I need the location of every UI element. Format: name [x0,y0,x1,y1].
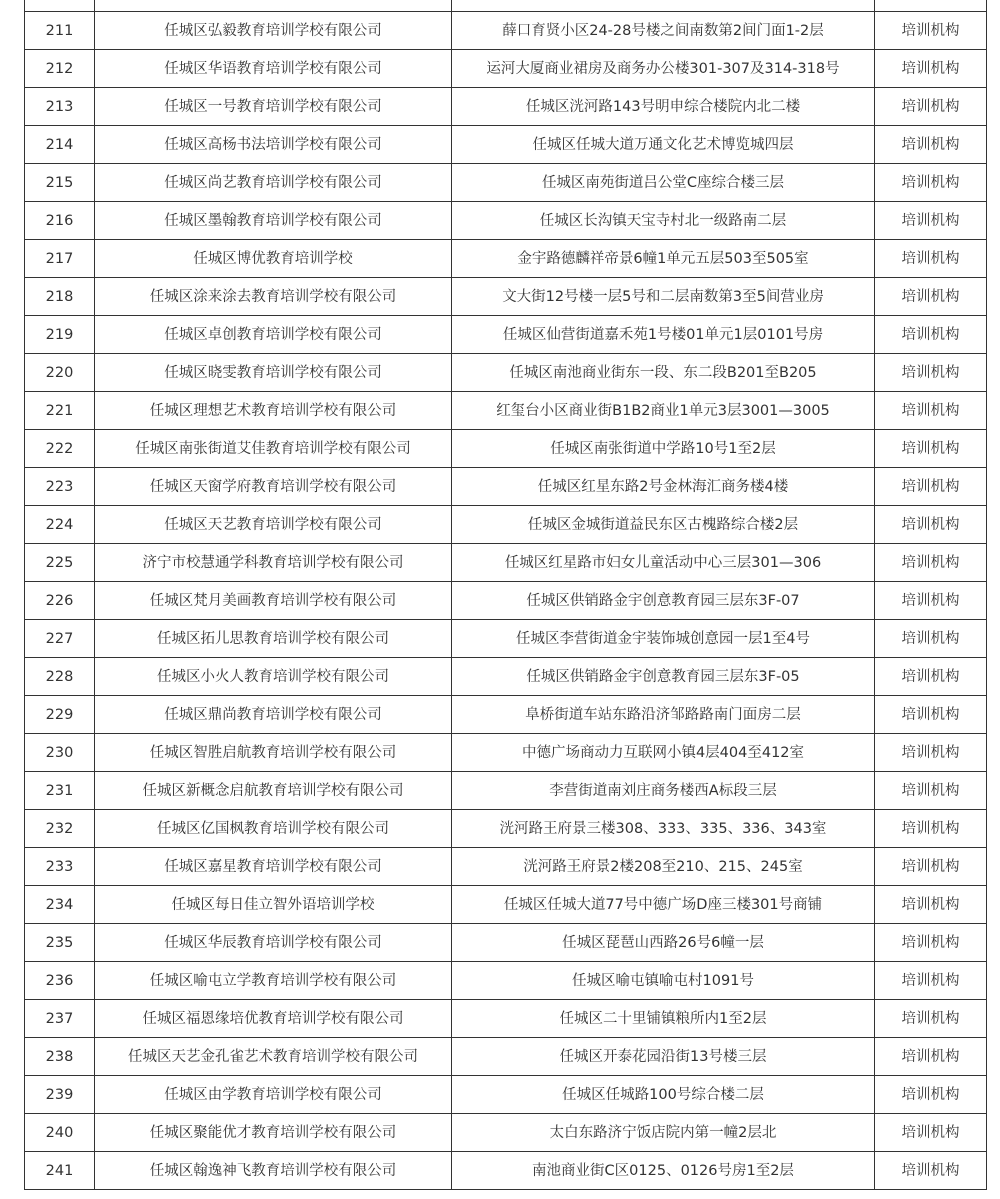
table-row [25,886,987,924]
institution-type-cell: 培训机构 [875,848,987,886]
institution-table-container [24,0,986,1190]
table-row [25,430,987,468]
table-row [25,316,987,354]
table-row [25,506,987,544]
address-cell: 任城区喻屯镇喻屯村1091号 [452,962,875,1000]
table-row [25,164,987,202]
institution-type-cell: 培训机构 [875,1114,987,1152]
address-cell: 任城区仙营街道嘉禾苑1号楼01单元1层0101号房 [452,316,875,354]
institution-name-cell: 任城区博优教育培训学校 [95,240,452,278]
institution-name-cell: 任城区鼎尚教育培训学校有限公司 [95,696,452,734]
institution-name-cell: 任城区天窗学府教育培训学校有限公司 [95,468,452,506]
row-number-cell: 229 [25,696,95,734]
address-cell: 李营街道南刘庄商务楼西A标段三层 [452,772,875,810]
institution-name-cell: 任城区墨翰教育培训学校有限公司 [95,202,452,240]
row-number-cell: 215 [25,164,95,202]
institution-type-cell: 培训机构 [875,810,987,848]
institution-name-cell: 任城区华辰教育培训学校有限公司 [95,924,452,962]
institution-name-cell: 任城区涂来涂去教育培训学校有限公司 [95,278,452,316]
institution-type-cell: 培训机构 [875,696,987,734]
row-number-cell: 211 [25,12,95,50]
institution-name-cell: 任城区福恩缘培优教育培训学校有限公司 [95,1000,452,1038]
row-number-cell: 214 [25,126,95,164]
institution-type-cell: 培训机构 [875,658,987,696]
address-cell: 任城区开泰花园沿街13号楼三层 [452,1038,875,1076]
row-number-cell: 228 [25,658,95,696]
row-number-cell: 231 [25,772,95,810]
row-number-cell: 225 [25,544,95,582]
address-cell: 任城区任城大道77号中德广场D座三楼301号商铺 [452,886,875,924]
institution-type-cell: 培训机构 [875,430,987,468]
address-cell: 洸河路王府景2楼208至210、215、245室 [452,848,875,886]
institution-name-cell: 任城区翰逸神飞教育培训学校有限公司 [95,1152,452,1190]
table-row [25,240,987,278]
table-row [25,88,987,126]
row-number-cell: 226 [25,582,95,620]
address-cell: 任城区琵琶山西路26号6幢一层 [452,924,875,962]
row-number-cell: 216 [25,202,95,240]
institution-type-cell: 培训机构 [875,240,987,278]
table-row [25,1114,987,1152]
address-cell: 中德广场商动力互联网小镇4层404至412室 [452,734,875,772]
table-row [25,278,987,316]
table-row [25,734,987,772]
row-number-cell: 240 [25,1114,95,1152]
row-number-cell: 212 [25,50,95,88]
table-row [25,696,987,734]
address-cell: 任城区供销路金宇创意教育园三层东3F-07 [452,582,875,620]
institution-type-cell: 培训机构 [875,544,987,582]
address-cell: 任城区南苑街道吕公堂C座综合楼三层 [452,164,875,202]
table-row [25,582,987,620]
row-number-cell: 220 [25,354,95,392]
address-cell: 南池商业街C区0125、0126号房1至2层 [452,1152,875,1190]
row-number-cell: 223 [25,468,95,506]
address-cell: 任城区红星路市妇女儿童活动中心三层301—306 [452,544,875,582]
row-number-cell: 222 [25,430,95,468]
table-row [25,924,987,962]
institution-type-cell: 培训机构 [875,1076,987,1114]
institution-name-cell: 任城区弘毅教育培训学校有限公司 [95,12,452,50]
row-number-cell: 238 [25,1038,95,1076]
institution-name-cell: 任城区聚能优才教育培训学校有限公司 [95,1114,452,1152]
table-row [25,126,987,164]
row-number-cell: 232 [25,810,95,848]
institution-type-cell: 培训机构 [875,886,987,924]
table-row [25,772,987,810]
address-cell: 任城区南池商业街东一段、东二段B201至B205 [452,354,875,392]
address-cell: 太白东路济宁饭店院内第一幢2层北 [452,1114,875,1152]
address-cell: 任城区供销路金宇创意教育园三层东3F-05 [452,658,875,696]
institution-type-cell: 培训机构 [875,316,987,354]
table-row [25,202,987,240]
institution-type-cell: 培训机构 [875,924,987,962]
row-number-cell: 213 [25,88,95,126]
address-cell: 任城区南张街道中学路10号1至2层 [452,430,875,468]
row-number-cell: 224 [25,506,95,544]
institution-type-cell: 培训机构 [875,126,987,164]
address-cell: 运河大厦商业裙房及商务办公楼301-307及314-318号 [452,50,875,88]
address-cell: 红玺台小区商业街B1B2商业1单元3层3001—3005 [452,392,875,430]
institution-name-cell: 任城区智胜启航教育培训学校有限公司 [95,734,452,772]
table-row [25,12,987,50]
row-number-cell: 235 [25,924,95,962]
address-cell: 任城区任城大道万通文化艺术博览城四层 [452,126,875,164]
institution-type-cell: 培训机构 [875,202,987,240]
institution-name-cell: 任城区拓儿思教育培训学校有限公司 [95,620,452,658]
row-number-cell: 217 [25,240,95,278]
row-number-cell: 233 [25,848,95,886]
institution-name-cell: 任城区理想艺术教育培训学校有限公司 [95,392,452,430]
table-row [25,1152,987,1190]
institution-name-cell: 任城区嘉星教育培训学校有限公司 [95,848,452,886]
institution-name-cell: 任城区南张街道艾佳教育培训学校有限公司 [95,430,452,468]
address-cell: 任城区李营街道金宇装饰城创意园一层1至4号 [452,620,875,658]
institution-name-cell: 济宁市校慧通学科教育培训学校有限公司 [95,544,452,582]
institution-type-cell: 培训机构 [875,12,987,50]
institution-name-cell: 任城区高杨书法培训学校有限公司 [95,126,452,164]
row-number-cell: 239 [25,1076,95,1114]
table-row [25,50,987,88]
address-cell: 薛口育贤小区24-28号楼之间南数第2间门面1-2层 [452,12,875,50]
institution-name-cell: 任城区亿国枫教育培训学校有限公司 [95,810,452,848]
table-top-stub-row [25,0,987,12]
row-number-cell: 218 [25,278,95,316]
institution-type-cell: 培训机构 [875,278,987,316]
table-row [25,1076,987,1114]
institution-type-cell: 培训机构 [875,392,987,430]
institution-table [24,0,987,1190]
address-cell: 任城区红星东路2号金林海汇商务楼4楼 [452,468,875,506]
institution-type-cell: 培训机构 [875,772,987,810]
address-cell: 任城区长沟镇天宝寺村北一级路南二层 [452,202,875,240]
institution-name-cell: 任城区天艺教育培训学校有限公司 [95,506,452,544]
row-number-cell: 237 [25,1000,95,1038]
institution-type-cell: 培训机构 [875,1000,987,1038]
institution-type-cell: 培训机构 [875,582,987,620]
table-row [25,544,987,582]
institution-name-cell: 任城区一号教育培训学校有限公司 [95,88,452,126]
address-cell: 任城区二十里铺镇粮所内1至2层 [452,1000,875,1038]
address-cell: 任城区洸河路143号明申综合楼院内北二楼 [452,88,875,126]
institution-type-cell: 培训机构 [875,164,987,202]
row-number-cell: 230 [25,734,95,772]
institution-type-cell: 培训机构 [875,1038,987,1076]
table-row [25,848,987,886]
institution-name-cell: 任城区天艺金孔雀艺术教育培训学校有限公司 [95,1038,452,1076]
table-row [25,354,987,392]
institution-type-cell: 培训机构 [875,506,987,544]
row-number-cell: 236 [25,962,95,1000]
institution-type-cell: 培训机构 [875,468,987,506]
institution-type-cell: 培训机构 [875,50,987,88]
table-row [25,962,987,1000]
table-row [25,392,987,430]
row-number-cell: 219 [25,316,95,354]
institution-name-cell: 任城区华语教育培训学校有限公司 [95,50,452,88]
row-number-cell: 221 [25,392,95,430]
institution-name-cell: 任城区尚艺教育培训学校有限公司 [95,164,452,202]
row-number-cell: 227 [25,620,95,658]
institution-name-cell: 任城区晓雯教育培训学校有限公司 [95,354,452,392]
institution-table-body [25,0,987,1190]
address-cell: 洸河路王府景三楼308、333、335、336、343室 [452,810,875,848]
institution-name-cell: 任城区喻屯立学教育培训学校有限公司 [95,962,452,1000]
row-number-cell: 234 [25,886,95,924]
table-row [25,810,987,848]
institution-type-cell: 培训机构 [875,88,987,126]
table-row [25,468,987,506]
institution-name-cell: 任城区由学教育培训学校有限公司 [95,1076,452,1114]
institution-type-cell: 培训机构 [875,620,987,658]
institution-type-cell: 培训机构 [875,354,987,392]
institution-name-cell: 任城区卓创教育培训学校有限公司 [95,316,452,354]
table-row [25,1038,987,1076]
institution-name-cell: 任城区梵月美画教育培训学校有限公司 [95,582,452,620]
institution-name-cell: 任城区每日佳立智外语培训学校 [95,886,452,924]
address-cell: 文大街12号楼一层5号和二层南数第3至5间营业房 [452,278,875,316]
address-cell: 阜桥街道车站东路沿济邹路路南门面房二层 [452,696,875,734]
institution-type-cell: 培训机构 [875,734,987,772]
address-cell: 任城区任城路100号综合楼二层 [452,1076,875,1114]
table-row [25,658,987,696]
row-number-cell: 241 [25,1152,95,1190]
institution-name-cell: 任城区新概念启航教育培训学校有限公司 [95,772,452,810]
institution-type-cell: 培训机构 [875,1152,987,1190]
address-cell: 任城区金城街道益民东区古槐路综合楼2层 [452,506,875,544]
table-row [25,1000,987,1038]
address-cell: 金宇路德麟祥帝景6幢1单元五层503至505室 [452,240,875,278]
institution-type-cell: 培训机构 [875,962,987,1000]
table-row [25,620,987,658]
institution-name-cell: 任城区小火人教育培训学校有限公司 [95,658,452,696]
